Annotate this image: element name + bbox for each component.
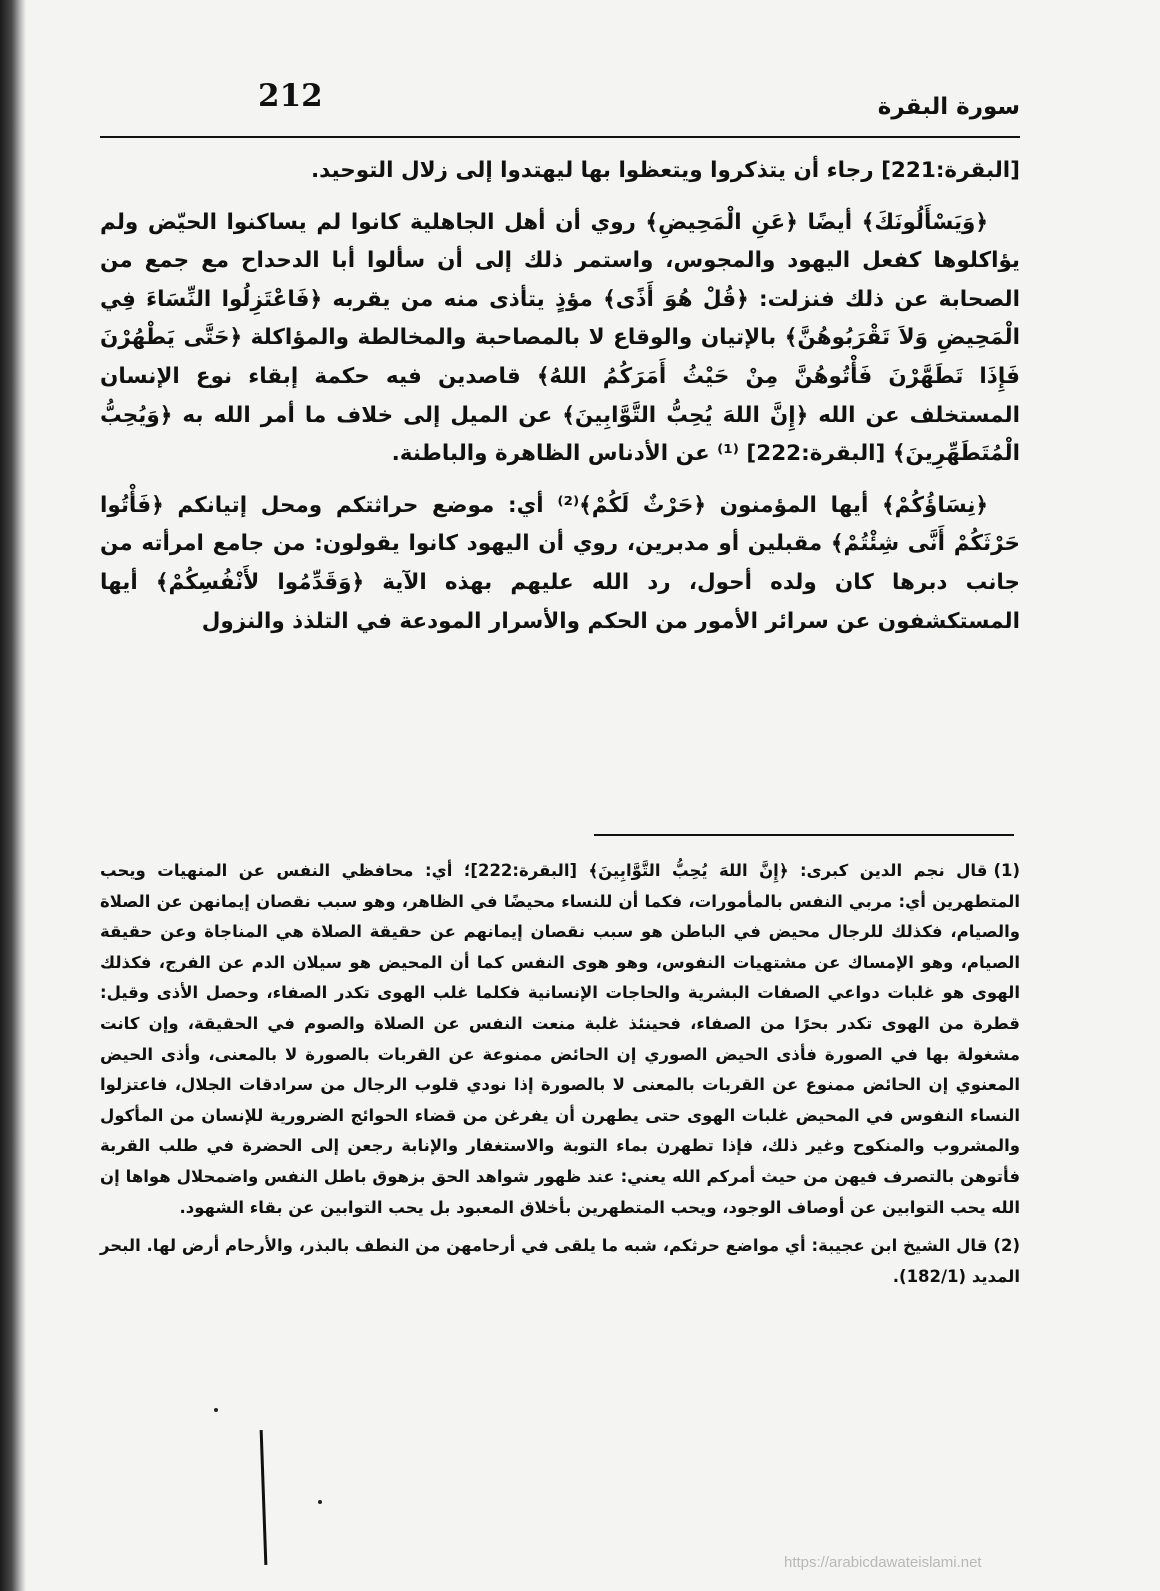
footnote-number: (1)	[993, 861, 1021, 880]
header-divider	[100, 136, 1020, 138]
scan-shadow-edge	[0, 0, 26, 1591]
footnote-text: قال نجم الدين كبرى: ﴿إِنَّ اللهَ يُحِبُّ التَّوَّابِينَ﴾ [البقرة:222]؛ أي: محافظي النفس عن المنهيات ويحب المتطهرين أي: مربي النفس بالمأمورات، فكما أن للنساء محيضًا في الظاهر، وهو سبب نقصان إيمانهن عن الصلاة والصيام، فكذلك للرجال محيض في الباطن هو سبب نقصان إيمانهم عن حقيقة الصلاة هي المناجاة وعن حقيقة الصيام، وهو الإمساك عن مشتهيات النفوس، وهو هوى النفس كما أن المحيض هو سيلان الدم عن الفرج، فكذلك الهوى هو غلبات دواعي الصفات البشرية والحاجات الإنسانية فكلما غلب الهوى تكدر الصفاء، وحصل الأذى وقيل: قطرة من الهوى تكدر بحرًا من الصفاء، فحينئذ غلبة منعت النفس عن الصلاة والصوم في الحقيقة، وإن كانت مشغولة بها في الصورة فأذى الحيض الصوري إن الحائض ممنوعة عن القربات بالصورة لا بالمعنى، وأذى الحيض المعنوي إن الحائض ممنوع عن القربات بالمعنى لا بالصورة إذا نودي قلوب الرجال من سرادقات الجلال، فاعتزلوا النساء النفوس في المحيض غلبات الهوى حتى يطهرن أن يفرغن من قضاء الحوائج الضرورية للإنسان من المأكول والمشروب والمنكوح وغير ذلك، فإذا تطهرن بماء التوبة والاستغفار والإنابة رجعن إلى الحضرة في طلب القربة فأتوهن بالتصرف فيهن من حيث أمركم الله يعني: عند ظهور شواهد الحق بزهوق باطل النفس واضمحلال هواها إن الله يحب التوابين عن أوصاف الوجود، ويحب المتطهرين بأخلاق المعبود بل يحب التوابين عن بقاء الشهود.	[100, 861, 1020, 1217]
page-number: 212	[258, 78, 323, 114]
paragraph: ﴿نِسَاؤُكُمْ﴾ أيها المؤمنون ﴿حَرْثٌ لَكُمْ﴾⁽²⁾ أي: موضع حراثتكم ومحل إتيانكم ﴿فَأْتُوا حَرْثَكُمْ أَنَّى شِئْتُمْ﴾ مقبلين أو مدبرين، روي أن اليهود كانوا يقولون: من جامع امرأته من جانب دبرها كان ولده أحول، رد الله عليهم بهذه الآية ﴿وَقَدِّمُوا لأَنْفُسِكُمْ﴾ أيها المستكشفون عن سرائر الأمور من الحكم والأسرار المودعة في التلذذ والنزول	[100, 492, 1020, 634]
footnote-2	[100, 1231, 1020, 1292]
paragraph: ﴿وَيَسْأَلُونَكَ﴾ أيضًا ﴿عَنِ الْمَحِيضِ﴾ روي أن أهل الجاهلية كانوا لم يساكنوا الحيّض ولم يؤاكلوها كفعل اليهود والمجوس، واستمر ذلك إلى أن سألوا أبا الدحداح مع جمع من الصحابة عن ذلك فنزلت: ﴿قُلْ هُوَ أَذًى﴾ مؤذٍ يتأذى منه من يقربه ﴿فَاعْتَزِلُوا النِّسَاءَ فِي الْمَحِيضِ وَلاَ تَقْرَبُوهُنَّ﴾ بالإتيان والوقاع لا بالمصاحبة والمخالطة والمؤاكلة ﴿حَتَّى يَطْهُرْنَ فَإِذَا تَطَهَّرْنَ فَأْتُوهُنَّ مِنْ حَيْثُ أَمَرَكُمُ اللهُ﴾ قاصدين فيه حكمة إبقاء نوع الإنسان المستخلف عن الله ﴿إِنَّ اللهَ يُحِبُّ التَّوَّابِينَ﴾ عن الميل إلى خلاف ما أمر الله به ﴿وَيُحِبُّ الْمُتَطَهِّرِينَ﴾ [البقرة:222] ⁽¹⁾ عن الأدناس الظاهرة والباطنة.	[100, 209, 1020, 467]
page-header	[80, 70, 1020, 130]
watermark: https://arabicdawateislami.net	[784, 1554, 982, 1571]
pen-stroke-mark	[260, 1430, 268, 1565]
ink-dot	[318, 1500, 322, 1504]
footnote-text: قال الشيخ ابن عجيبة: أي مواضع حرثكم، شبه ما يلقى في أرحامهن من النطف بالبذر، والأرحام أرض لها. البحر المديد (182/1).	[100, 1236, 1020, 1286]
paragraph: [البقرة:221] رجاء أن يتذكروا ويتعظوا بها ليهتدوا إلى زلال التوحيد.	[310, 158, 1020, 183]
footnotes	[100, 856, 1020, 1300]
ink-dot	[214, 1408, 218, 1412]
surah-title: سورة البقرة	[877, 94, 1020, 120]
main-text	[100, 152, 1020, 654]
footnote-number: (2)	[993, 1236, 1020, 1256]
footnote-1	[100, 856, 1020, 1223]
footnote-divider	[594, 834, 1014, 836]
